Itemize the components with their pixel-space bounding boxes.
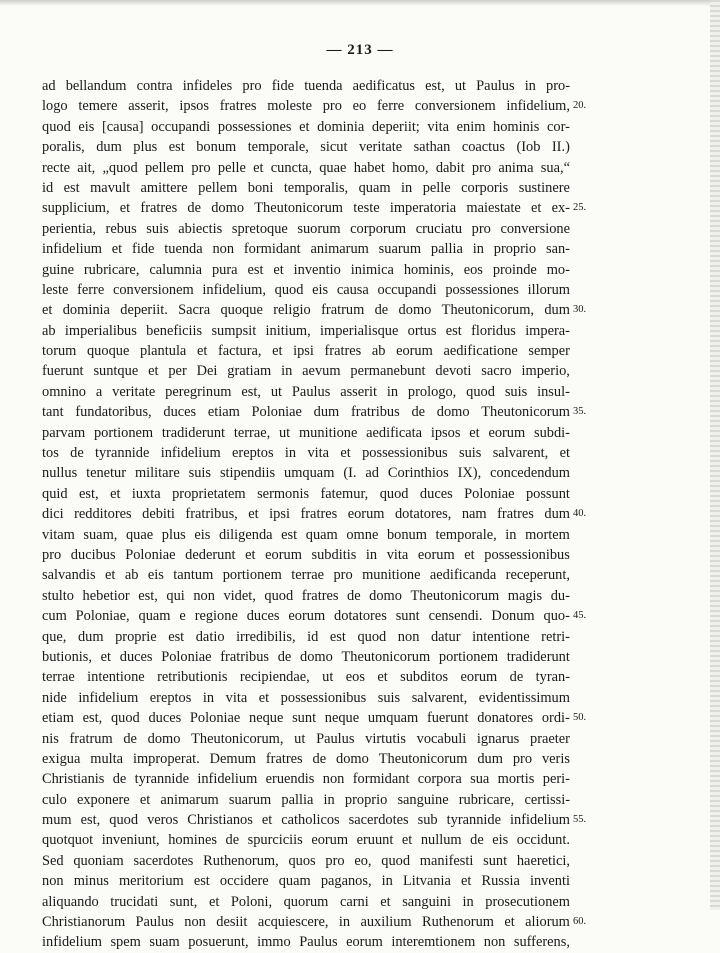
- text-line: tant fundatoribus, duces etiam Poloniae dum fratribus de domo Theutonicorum: [42, 404, 570, 421]
- text-line: nide infidelium ereptos in vita et possessionibus suis salvarent, evidentissimum: [42, 689, 570, 706]
- text-line: ab imperialibus beneficiis sumpsit initium, imperialisque ortus est floridus impera-: [42, 322, 570, 339]
- text-line: tos de tyrannide infidelium ereptos in vita et possessionibus suis salvarent, et: [42, 445, 570, 462]
- text-line: supplicium, et fratres de domo Theutonicorum teste imperatoria maiestate et ex-: [42, 200, 570, 217]
- text-line: fuerunt suntque et per Dei gratiam in aevum permanebunt devoti sacro imperio,: [42, 363, 570, 380]
- text-line: ad bellandum contra infideles pro fide tuenda aedificatus est, ut Paulus in pro-: [42, 78, 570, 94]
- text-line: parvam portionem tradiderunt terrae, ut munitione aedificata ipsos et eorum subdi-: [42, 424, 570, 441]
- text-line: perientia, rebus suis abiectis spretoque suorum corporum cruciatu pro conversione: [42, 220, 570, 237]
- text-line: mum est, quod veros Christianos et catholicos sacerdotes sub tyrannide infidelium: [42, 812, 570, 829]
- text-line: etiam est, quod duces Poloniae neque sunt neque umquam fuerunt donatores ordi-: [42, 710, 570, 727]
- text-line: que, dum proprie est datio irredibilis, id est quod non datur intentione retri-: [42, 628, 570, 645]
- text-line: infidelium spem suam posuerunt, immo Paulus eorum interemtionem non sufferens,: [42, 934, 570, 951]
- text-line: id est mavult amittere pellem boni temporalis, quam in pelle corporis sustinere: [42, 179, 570, 196]
- line-number: 55.: [573, 814, 587, 826]
- line-number: 30.: [573, 304, 587, 316]
- text-line: nis fratrum de domo Theutonicorum, ut Paulus virtutis vocabuli ignarus praeter: [42, 730, 570, 747]
- text-line: salvandis et ab eis tantum portionem terrae pro munitione aedificanda receperunt,: [42, 567, 570, 584]
- text-line: stulto hebetior est, qui non videt, quod fratres de domo Theutonicorum magis du-: [42, 587, 570, 604]
- text-line: dici redditores debiti fratribus, et ipsi fratres eorum dotatores, nam fratres dum: [42, 506, 570, 523]
- line-number: 20.: [573, 100, 587, 112]
- text-line: guine rubricare, calumnia pura est et inventio inimica hominis, eos proinde mo-: [42, 261, 570, 278]
- text-line: cum Poloniae, quam e regione duces eorum dotatores sunt censendi. Donum quo-: [42, 608, 570, 625]
- text-line: quid est, et iuxta proprietatem sermonis fatemur, quod duces Poloniae possunt: [42, 485, 570, 502]
- text-line: vitam suam, quae plus eis diligenda est quam omne bonum temporale, in mortem: [42, 526, 570, 543]
- text-line: culo exponere et animarum suarum pallia in proprio sanguine rubricare, certissi-: [42, 791, 570, 808]
- text-line: Sed quoniam sacerdotes Ruthenorum, quos pro eo, quod manifesti sunt haeretici,: [42, 852, 570, 869]
- page-number: — 213 —: [326, 42, 394, 58]
- text-line: omnino a veritate peregrinum est, ut Paulus asserit in prologo, quod suis insul-: [42, 383, 570, 400]
- line-number: 50.: [573, 712, 587, 724]
- text-line: leste ferre conversionem infidelium, quod eis causa occupandi possessiones illorum: [42, 281, 570, 298]
- line-number: 60.: [573, 916, 587, 928]
- text-line: quotquot inveniunt, homines de spurciciis eorum eruunt et nullum de eis occidunt.: [42, 832, 570, 849]
- line-number: 25.: [573, 202, 587, 214]
- text-line: nullus tenetur militare suis stipendiis umquam (I. ad Corinthios IX), concedendum: [42, 465, 570, 482]
- text-line: Christianis de tyrannide infidelium eruendis non formidant corpora sua mortis peri-: [42, 771, 570, 788]
- text-line: exigua multa improperat. Demum fratres de domo Theutonicorum dum pro veris: [42, 750, 570, 767]
- line-number: 45.: [573, 610, 587, 622]
- text-line: poralis, dum plus est bonum temporale, sicut veritate sathan coactus (Iob II.): [42, 139, 570, 156]
- text-line: logo temere asserit, ipsos fratres moleste pro eo ferre conversionem infidelium,: [42, 98, 570, 115]
- text-line: torum quoque plantula et factura, et ipsi fratres ab eorum aedificatione semper: [42, 343, 570, 360]
- text-line: aliquando trucidati sunt, et Poloni, quorum carni et sanguini in prosecutionem: [42, 893, 570, 910]
- text-line: butionis, et duces Poloniae fratribus de domo Theutonicorum portionem tradiderunt: [42, 648, 570, 665]
- text-line: Christianorum Paulus non desiit acquiescere, in auxilium Ruthenorum et aliorum: [42, 914, 570, 931]
- text-line: infidelium et fide tuenda non formidant animarum suarum pallia in proprio san-: [42, 241, 570, 258]
- text-line: pro ducibus Poloniae dederunt et eorum subditis in vita eorum et possessionibus: [42, 546, 570, 563]
- text-line: terrae intentione retributionis recipiendae, ut eos et subditos eorum de tyran-: [42, 669, 570, 686]
- text-line: recte ait, „quod pellem pro pelle et cuncta, quae habet homo, dabit pro anima sua,“: [42, 159, 570, 176]
- text-line: et dominia deperiit. Sacra quoque religio fratrum de domo Theutonicorum, dum: [42, 302, 570, 319]
- page-top-shadow: [0, 0, 720, 6]
- body-text: [42, 76, 570, 953]
- page-right-edge: [710, 0, 720, 910]
- text-line: quod eis [causa] occupandi possessiones et dominia deperiit; vita enim hominis cor-: [42, 118, 570, 135]
- text-line: non minus meritorium est occidere quam paganos, in Litvania et Russia inventi: [42, 873, 570, 890]
- line-number: 40.: [573, 508, 587, 520]
- line-number: 35.: [573, 406, 587, 418]
